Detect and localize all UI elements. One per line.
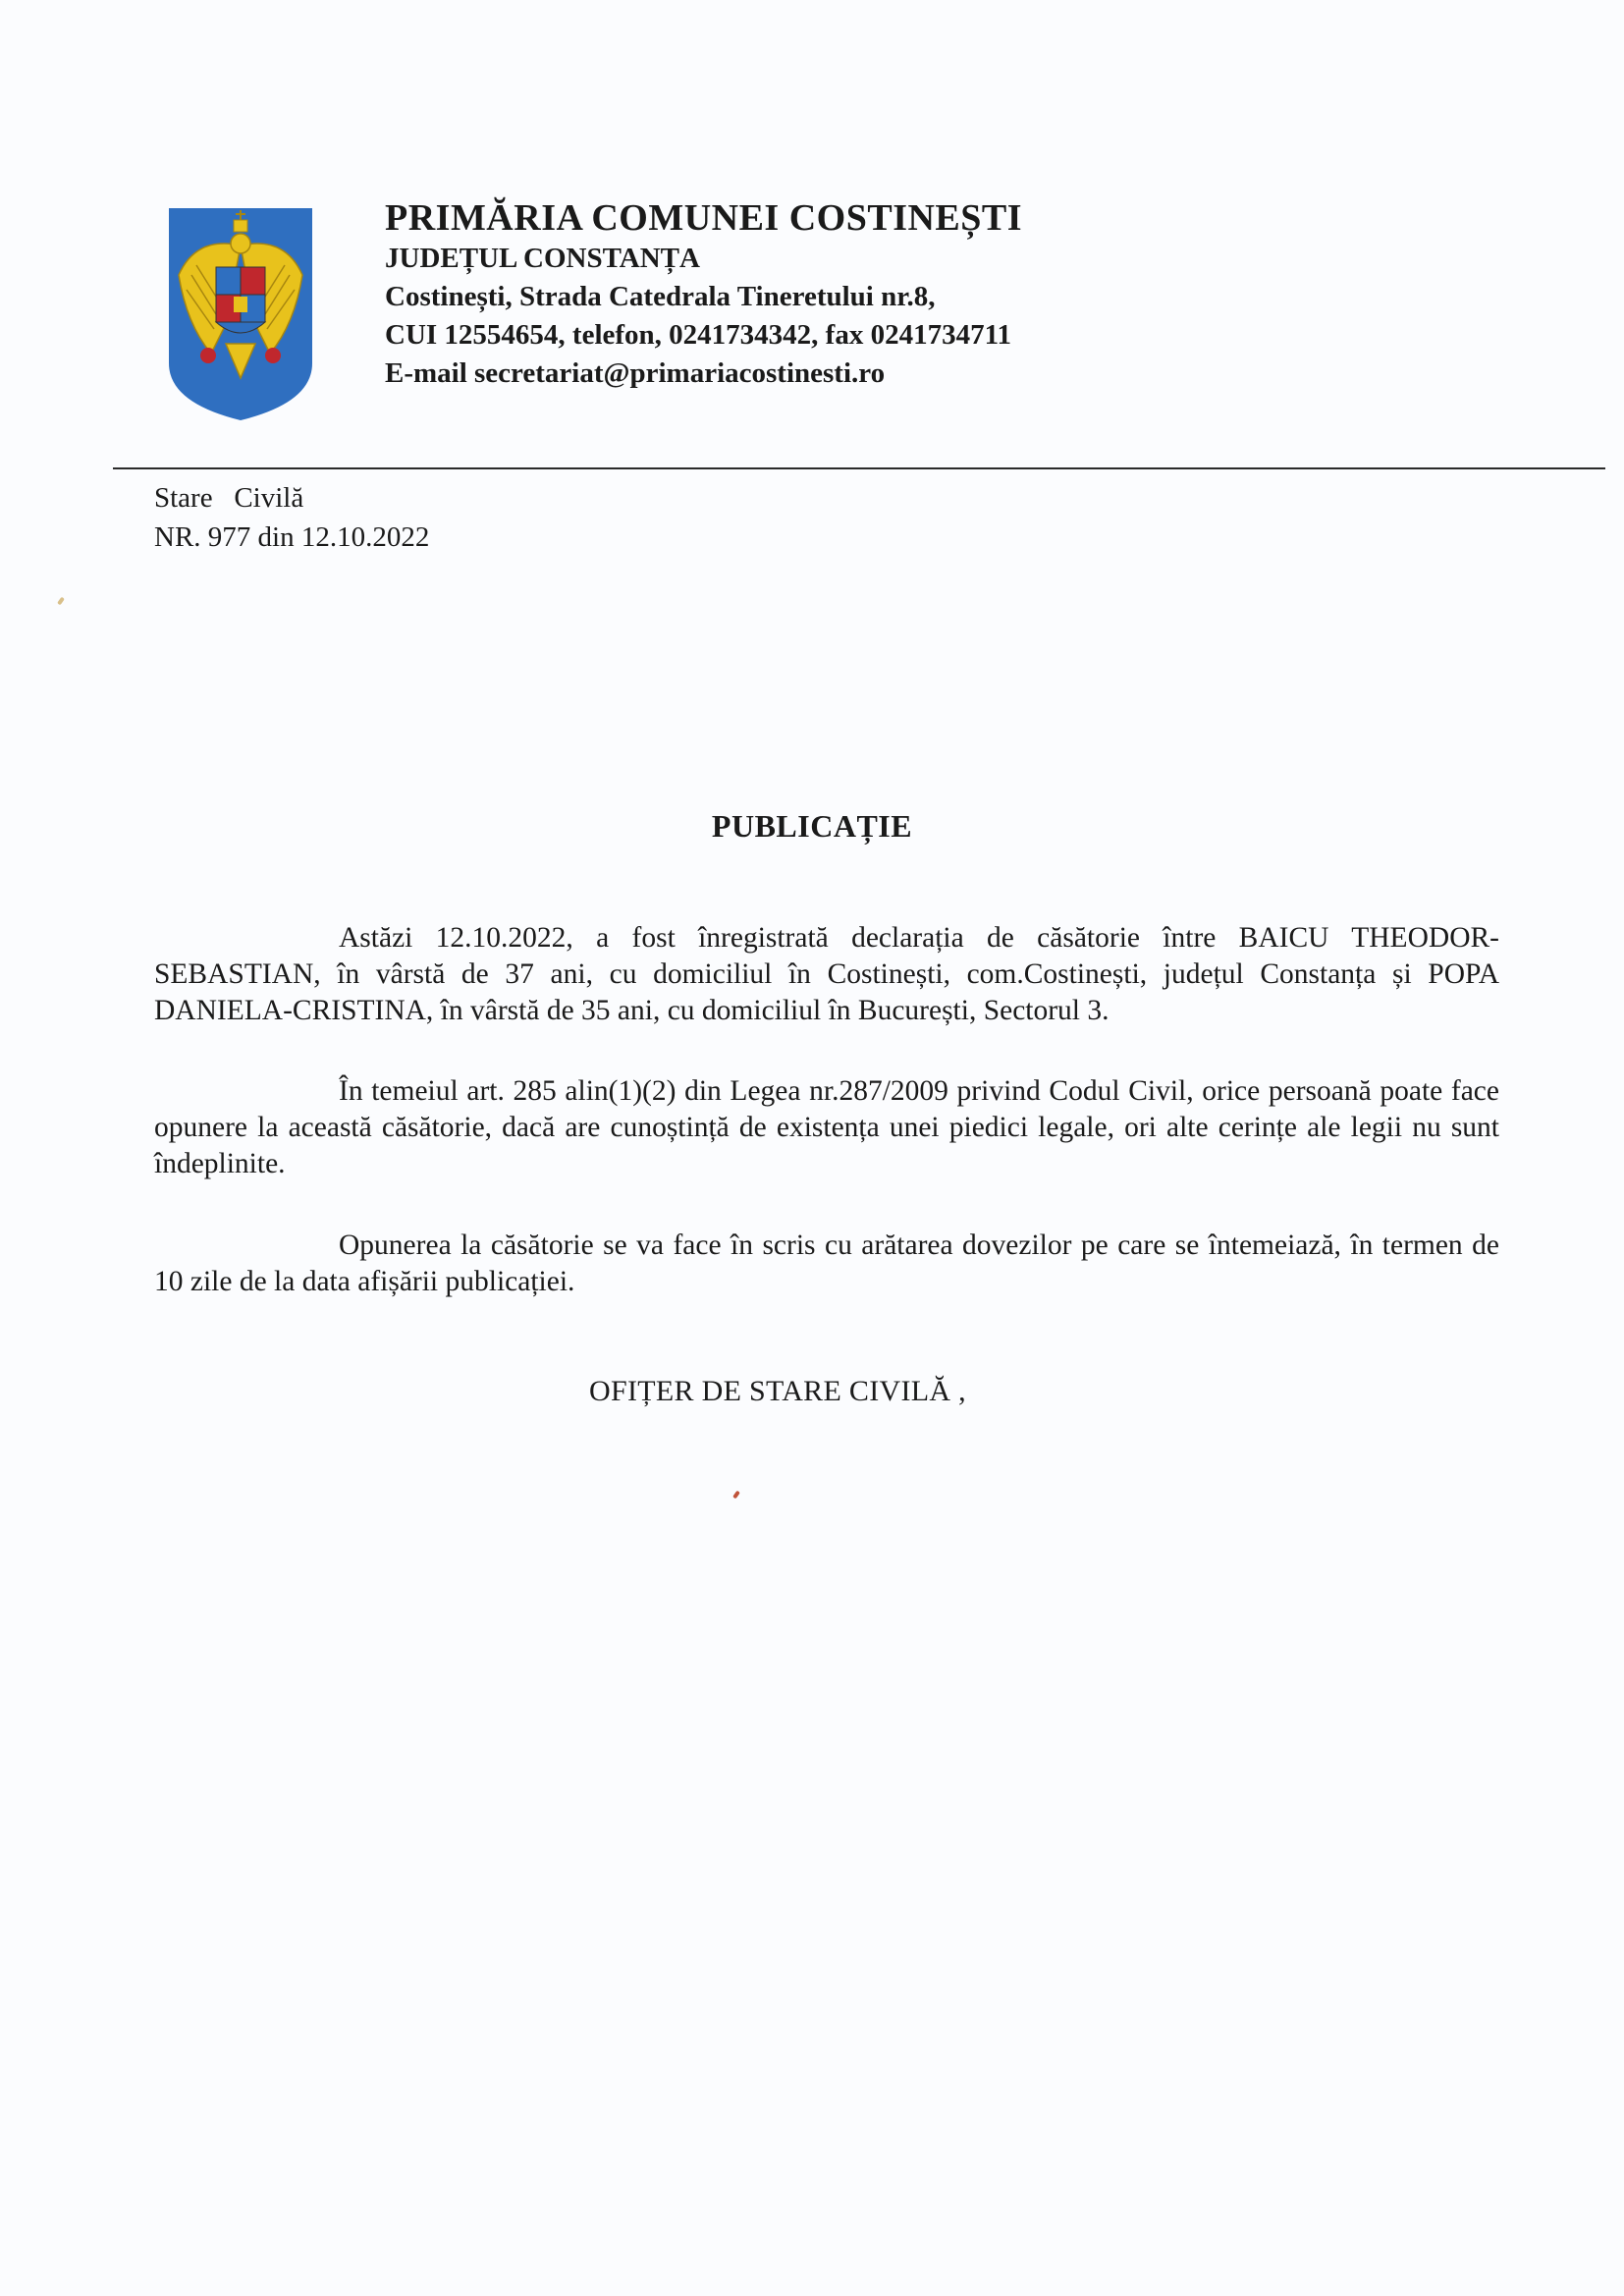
document-meta [154,478,429,557]
coat-of-arms-icon [167,206,314,422]
paragraph-text: Opunerea la căsătorie se va face în scris cu arătarea dovezilor pe care se întemeiază, în termen de 10 zile de la data afișării publicației. [154,1230,1499,1297]
paragraph-legal-basis [154,1073,1499,1182]
header-divider [113,467,1605,469]
signature-label: OFIȚER DE STARE CIVILĂ , [589,1375,966,1407]
address-line: Costinești, Strada Catedrala Tineretului nr.8, [385,281,936,312]
institution-header [385,196,1022,393]
ink-speck [57,597,65,606]
paragraph-text: Astăzi 12.10.2022, a fost înregistrată declarația de căsătorie între BAICU THEODOR-SEBASTIAN, în vârstă de 37 ani, cu domiciliul în Costinești, com.Costinești, județul Constanța și POPA DANIELA-CRISTINA, în vârstă de 35 ani, cu domiciliul în București, Sectorul 3. [154,922,1499,1026]
county-name: JUDEȚUL CONSTANȚA [385,243,700,274]
paragraph-opposition-term [154,1228,1499,1300]
email-line: E-mail secretariat@primariacostinesti.ro [385,357,886,389]
document-title: PUBLICAȚIE [711,808,913,844]
paragraph-text: În temeiul art. 285 alin(1)(2) din Legea nr.287/2009 privind Codul Civil, orice persoană poate face opunere la această căsătorie, dacă are cunoștință de existența unei piedici legale, ori alte cerințe ale legii nu sunt îndeplinite. [154,1075,1499,1179]
registration-number: NR. 977 din 12.10.2022 [154,521,430,553]
institution-name: PRIMĂRIA COMUNEI COSTINEȘTI [385,197,1023,239]
ink-speck [732,1491,740,1500]
paragraph-declaration [154,920,1499,1029]
contact-line: CUI 12554654, telefon, 0241734342, fax 0241734711 [385,319,1011,351]
department-label: Stare Civilă [154,482,304,514]
